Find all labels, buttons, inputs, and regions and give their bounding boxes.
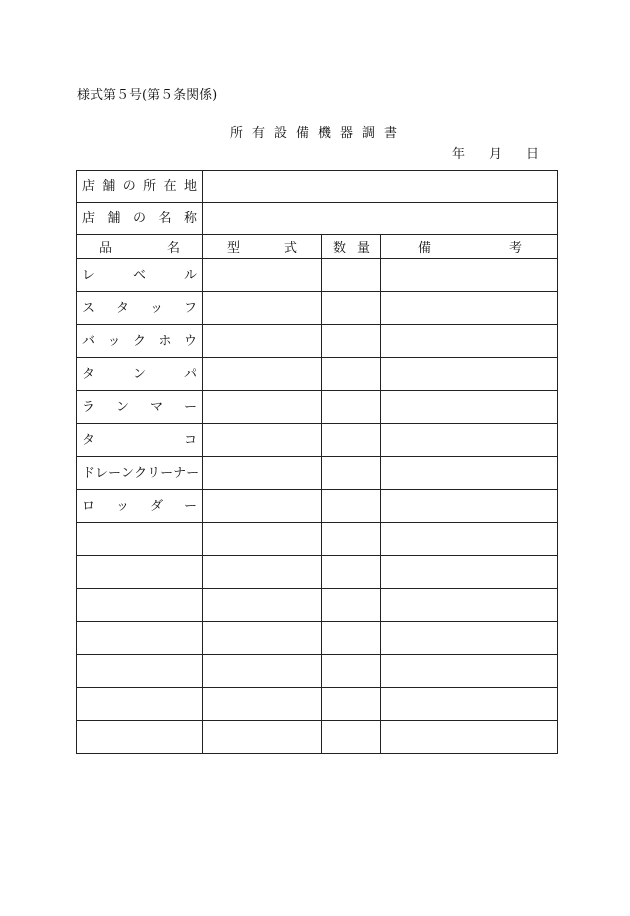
quantity-cell[interactable] <box>322 622 381 655</box>
store-name-label: 店 舗 の 名 称 <box>82 211 197 226</box>
table-row <box>77 688 558 721</box>
quantity-cell[interactable] <box>322 556 381 589</box>
item-name-cell[interactable] <box>77 325 203 358</box>
item-name-cell[interactable] <box>77 457 203 490</box>
item-name: ド レ ー ン ク リ ー ナ ー <box>82 465 200 481</box>
model-cell[interactable] <box>203 424 322 457</box>
header-model-cell <box>203 235 322 259</box>
model-cell[interactable] <box>203 490 322 523</box>
item-name: ロ ッ ダ ー <box>82 498 197 514</box>
equipment-table <box>76 170 558 754</box>
item-name-cell[interactable] <box>77 358 203 391</box>
item-name-cell[interactable] <box>77 490 203 523</box>
model-cell[interactable] <box>203 655 322 688</box>
quantity-cell[interactable] <box>322 259 381 292</box>
quantity-cell[interactable] <box>322 457 381 490</box>
quantity-cell[interactable] <box>322 358 381 391</box>
remarks-cell[interactable] <box>381 358 558 391</box>
quantity-cell[interactable] <box>322 391 381 424</box>
item-name: ス タ ッ フ <box>82 300 197 316</box>
item-name-cell[interactable] <box>77 556 203 589</box>
table-header-row <box>77 235 558 259</box>
model-cell[interactable] <box>203 523 322 556</box>
model-cell[interactable] <box>203 622 322 655</box>
quantity-cell[interactable] <box>322 490 381 523</box>
model-cell[interactable] <box>203 259 322 292</box>
model-cell[interactable] <box>203 325 322 358</box>
table-row <box>77 655 558 688</box>
remarks-cell[interactable] <box>381 391 558 424</box>
remarks-cell[interactable] <box>381 292 558 325</box>
quantity-cell[interactable] <box>322 589 381 622</box>
item-name-cell[interactable] <box>77 655 203 688</box>
table-row <box>77 523 558 556</box>
remarks-cell[interactable] <box>381 259 558 292</box>
store-location-field[interactable] <box>203 171 558 203</box>
date-month-label: 月 <box>488 147 502 162</box>
model-cell[interactable] <box>203 391 322 424</box>
table-row <box>77 721 558 754</box>
remarks-cell[interactable] <box>381 622 558 655</box>
table-row <box>77 589 558 622</box>
model-cell[interactable] <box>203 688 322 721</box>
table-row <box>77 325 558 358</box>
date-year-label: 年 <box>451 147 465 162</box>
item-name: バ ッ ク ホ ウ <box>82 333 197 349</box>
store-name-row <box>77 203 558 235</box>
quantity-cell[interactable] <box>322 523 381 556</box>
header-model: 型 式 <box>227 241 297 256</box>
remarks-cell[interactable] <box>381 655 558 688</box>
item-name: タ ン パ <box>82 366 197 382</box>
item-name-cell[interactable] <box>77 292 203 325</box>
remarks-cell[interactable] <box>381 325 558 358</box>
store-name-field[interactable] <box>203 203 558 235</box>
model-cell[interactable] <box>203 292 322 325</box>
quantity-cell[interactable] <box>322 655 381 688</box>
item-name-cell[interactable] <box>77 424 203 457</box>
remarks-cell[interactable] <box>381 721 558 754</box>
table-row <box>77 391 558 424</box>
quantity-cell[interactable] <box>322 292 381 325</box>
model-cell[interactable] <box>203 457 322 490</box>
date-line <box>452 143 539 162</box>
remarks-cell[interactable] <box>381 457 558 490</box>
model-cell[interactable] <box>203 721 322 754</box>
quantity-cell[interactable] <box>322 424 381 457</box>
table-row <box>77 358 558 391</box>
store-location-row <box>77 171 558 203</box>
header-remarks: 備 考 <box>418 241 523 256</box>
item-name-cell[interactable] <box>77 391 203 424</box>
store-location-label-cell <box>77 171 203 203</box>
item-name: レ ベ ル <box>82 267 197 283</box>
item-name: タ コ <box>82 432 197 448</box>
model-cell[interactable] <box>203 589 322 622</box>
item-name-cell[interactable] <box>77 523 203 556</box>
model-cell[interactable] <box>203 556 322 589</box>
item-name-cell[interactable] <box>77 589 203 622</box>
remarks-cell[interactable] <box>381 490 558 523</box>
form-number: 様式第５号(第５条関係) <box>77 88 218 103</box>
quantity-cell[interactable] <box>322 721 381 754</box>
header-quantity-cell <box>322 235 381 259</box>
date-day-label: 日 <box>525 147 539 162</box>
item-name-cell[interactable] <box>77 721 203 754</box>
remarks-cell[interactable] <box>381 688 558 721</box>
store-location-label: 店 舗 の 所 在 地 <box>82 179 197 194</box>
header-item-cell <box>77 235 203 259</box>
model-cell[interactable] <box>203 358 322 391</box>
item-name-cell[interactable] <box>77 259 203 292</box>
table-row <box>77 622 558 655</box>
remarks-cell[interactable] <box>381 589 558 622</box>
table-row <box>77 424 558 457</box>
table-row <box>77 292 558 325</box>
table-row <box>77 259 558 292</box>
item-name-cell[interactable] <box>77 622 203 655</box>
item-name-cell[interactable] <box>77 688 203 721</box>
remarks-cell[interactable] <box>381 523 558 556</box>
header-remarks-cell <box>381 235 558 259</box>
table-row <box>77 556 558 589</box>
header-quantity: 数 量 <box>333 241 370 256</box>
quantity-cell[interactable] <box>322 325 381 358</box>
table-row <box>77 490 558 523</box>
quantity-cell[interactable] <box>322 688 381 721</box>
table-row <box>77 457 558 490</box>
item-name: ラ ン マ ー <box>82 399 197 415</box>
store-name-label-cell <box>77 203 203 235</box>
remarks-cell[interactable] <box>381 424 558 457</box>
header-item: 品 名 <box>99 241 180 256</box>
remarks-cell[interactable] <box>381 556 558 589</box>
document-title: 所有設備機器調書 <box>229 126 406 141</box>
